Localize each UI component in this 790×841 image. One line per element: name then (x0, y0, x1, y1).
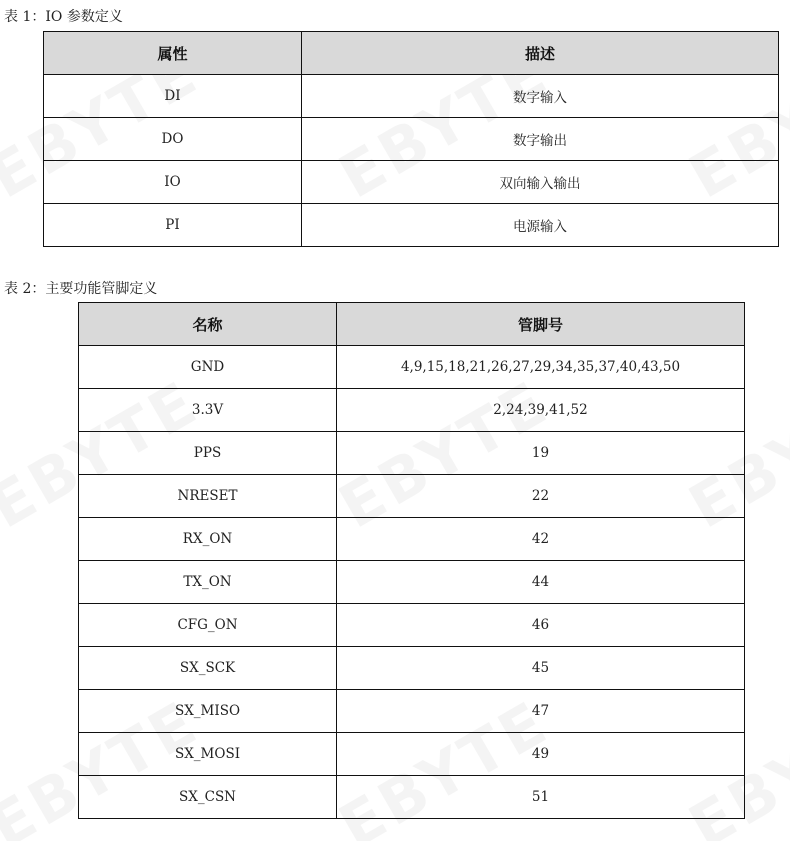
cell-description: 电源输入 (302, 204, 779, 247)
table-row (79, 518, 745, 561)
io-parameter-table (43, 31, 779, 247)
cell-attribute: IO (44, 161, 302, 204)
table-row (79, 647, 745, 690)
table-row (79, 475, 745, 518)
cell-name: SX_MISO (79, 690, 337, 733)
cell-name: NRESET (79, 475, 337, 518)
cell-pins: 45 (337, 647, 745, 690)
cell-attribute: DO (44, 118, 302, 161)
cell-attribute: DI (44, 75, 302, 118)
cell-name: CFG_ON (79, 604, 337, 647)
cell-description: 双向输入输出 (302, 161, 779, 204)
cell-description: 数字输出 (302, 118, 779, 161)
header-pin-number: 管脚号 (337, 303, 745, 346)
cell-name: 3.3V (79, 389, 337, 432)
cell-pins: 42 (337, 518, 745, 561)
header-attribute: 属性 (44, 32, 302, 75)
table-row (44, 204, 779, 247)
cell-pins: 4,9,15,18,21,26,27,29,34,35,37,40,43,50 (337, 346, 745, 389)
cell-name: TX_ON (79, 561, 337, 604)
table-header-row (79, 303, 745, 346)
table-row (44, 161, 779, 204)
table-row (79, 604, 745, 647)
table-row (79, 432, 745, 475)
cell-pins: 49 (337, 733, 745, 776)
cell-pins: 22 (337, 475, 745, 518)
table-row (79, 389, 745, 432)
table-row (44, 118, 779, 161)
table-row (79, 561, 745, 604)
table-row (79, 776, 745, 819)
pin-definition-table (78, 302, 745, 819)
table1-caption: 表 1：IO 参数定义 (4, 9, 123, 25)
cell-pins: 51 (337, 776, 745, 819)
cell-name: GND (79, 346, 337, 389)
table-header-row (44, 32, 779, 75)
cell-pins: 19 (337, 432, 745, 475)
cell-name: SX_MOSI (79, 733, 337, 776)
header-description: 描述 (302, 32, 779, 75)
cell-pins: 2,24,39,41,52 (337, 389, 745, 432)
cell-name: SX_CSN (79, 776, 337, 819)
cell-description: 数字输入 (302, 75, 779, 118)
table-row (79, 733, 745, 776)
table2-caption: 表 2：主要功能管脚定义 (4, 281, 158, 297)
cell-name: RX_ON (79, 518, 337, 561)
cell-pins: 44 (337, 561, 745, 604)
cell-pins: 46 (337, 604, 745, 647)
table-row (79, 346, 745, 389)
cell-attribute: PI (44, 204, 302, 247)
table-row (44, 75, 779, 118)
cell-name: PPS (79, 432, 337, 475)
cell-pins: 47 (337, 690, 745, 733)
cell-name: SX_SCK (79, 647, 337, 690)
header-name: 名称 (79, 303, 337, 346)
table-row (79, 690, 745, 733)
